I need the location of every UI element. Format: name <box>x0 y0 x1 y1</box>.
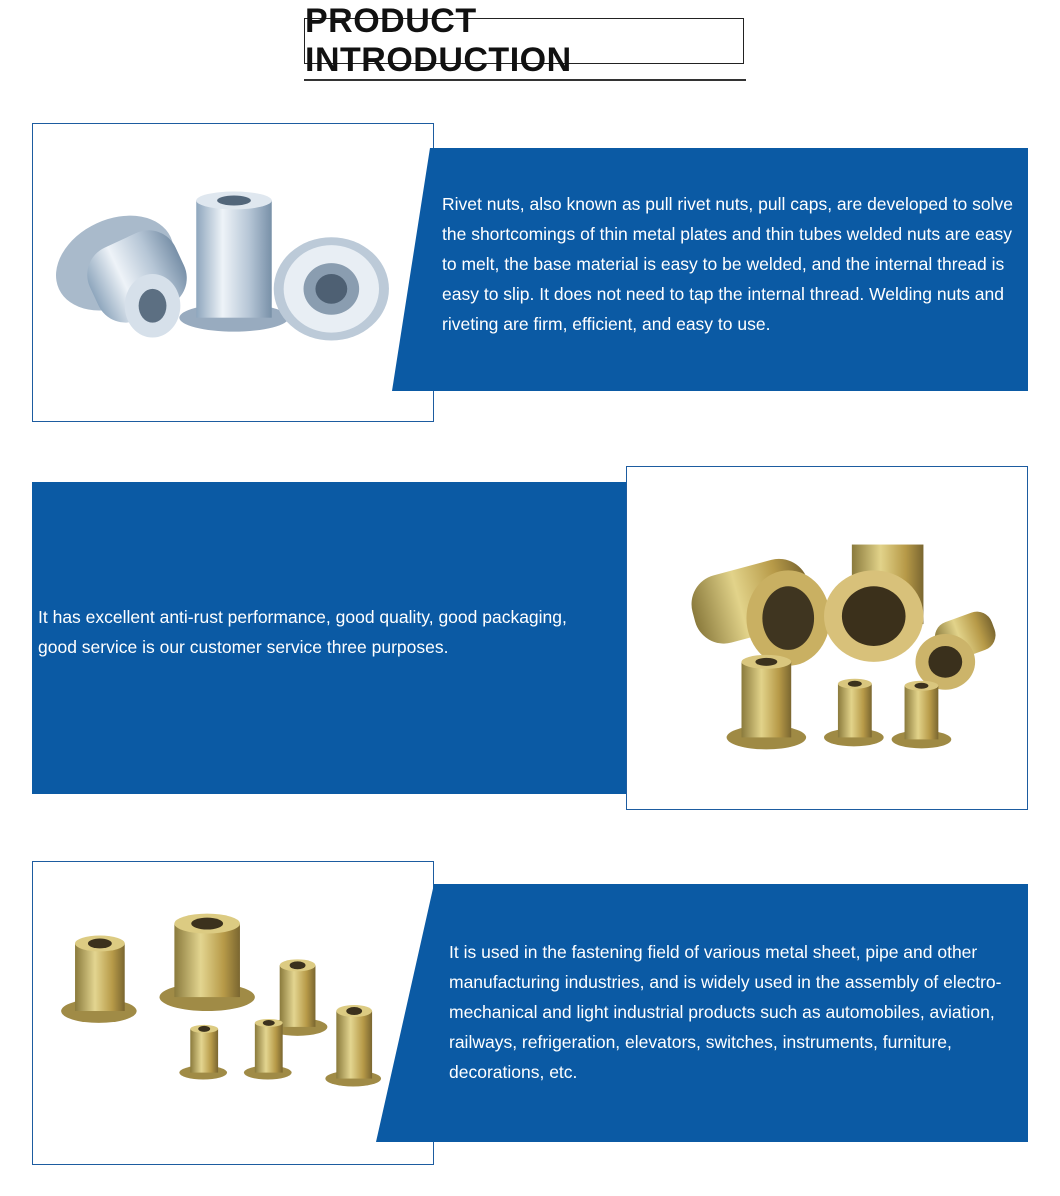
section-title-box <box>304 2 744 79</box>
product-image-silver-rivet-nuts <box>32 123 434 422</box>
silver-rivet-nut <box>179 192 288 332</box>
yellow-rivet-nut <box>179 1025 227 1080</box>
yellow-rivet-nut <box>824 545 923 662</box>
yellow-rivet-nut <box>325 1005 381 1086</box>
product-image-yellow-rivet-nuts <box>626 466 1028 810</box>
yellow-rivet-nut <box>685 552 830 666</box>
product-description: Rivet nuts, also known as pull rivet nuts, pull caps, are developed to solve the shortcomings of thin metal plates and thin tubes welded nuts are easy to melt, the base material is easy to be welded, and the internal thread is easy to slip. It does not need to tap the internal thread. Welding nuts and riveting are firm, efficient, and easy to use. <box>442 194 1014 334</box>
yellow-rivet-nut <box>824 679 884 747</box>
silver-rivet-nut <box>41 197 197 337</box>
yellow-rivet-nut <box>915 607 1000 690</box>
quality-statement: It has excellent anti-rust performance, good quality, good packaging, good service is our customer service three purposes. <box>38 607 567 657</box>
yellow-rivet-nut <box>159 914 254 1011</box>
yellow-rivet-nut <box>61 936 136 1023</box>
yellow-rivet-nut <box>892 681 952 749</box>
product-image-assorted-rivet-nuts <box>32 861 434 1165</box>
silver-rivet-nut <box>274 237 389 340</box>
page-title: PRODUCT INTRODUCTION <box>305 2 572 79</box>
yellow-rivet-nut <box>727 655 807 749</box>
title-underline <box>304 79 746 81</box>
application-description: It is used in the fastening field of various metal sheet, pipe and other manufacturing industries, and is widely used in the assembly of electro-mechanical and light industrial products such as automobiles, aviation, railways, refrigeration, elevators, switches, instruments, furniture, decorations, etc. <box>449 942 1002 1082</box>
